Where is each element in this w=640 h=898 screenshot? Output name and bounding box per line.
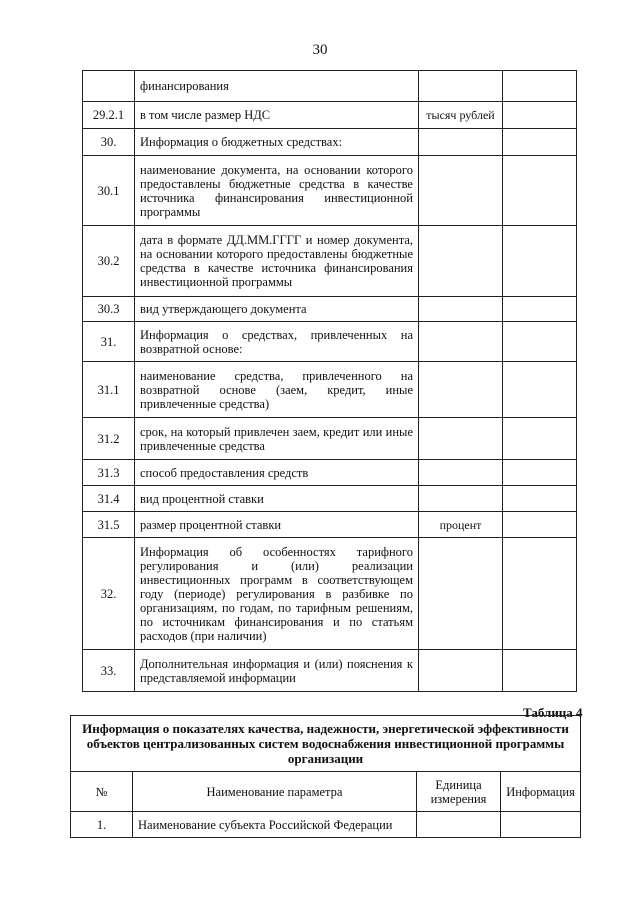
row-info xyxy=(501,812,581,838)
row-text: Информация о бюджетных средствах: xyxy=(135,129,419,156)
row-unit xyxy=(419,129,503,156)
row-text: финансирования xyxy=(135,71,419,102)
header-info: Информация xyxy=(501,772,581,812)
row-info xyxy=(503,418,577,460)
row-number: 30.3 xyxy=(83,297,135,322)
row-number: 31.3 xyxy=(83,460,135,486)
table-row xyxy=(83,512,577,538)
row-text: наименование средства, привлеченного на возвратной основе (заем, кредит, иные привлеченные средства) xyxy=(135,362,419,418)
row-unit xyxy=(419,650,503,692)
table-row xyxy=(83,460,577,486)
table-row xyxy=(83,102,577,129)
row-text: наименование документа, на основании которого предоставлены бюджетные средства в качестве источника финансирования инвестиционной программы xyxy=(135,156,419,226)
row-info xyxy=(503,322,577,362)
table-row xyxy=(83,156,577,226)
row-info xyxy=(503,297,577,322)
row-unit xyxy=(419,297,503,322)
row-number: 31.1 xyxy=(83,362,135,418)
row-info xyxy=(503,460,577,486)
row-text: дата в формате ДД.ММ.ГГГГ и номер документа, на основании которого предоставлены бюджетные средства в качестве источника финансирования инвестиционной программы xyxy=(135,226,419,297)
table-row xyxy=(83,362,577,418)
row-unit xyxy=(419,486,503,512)
row-number: 31.2 xyxy=(83,418,135,460)
row-number xyxy=(83,71,135,102)
page-number: 30 xyxy=(312,42,328,58)
row-info xyxy=(503,512,577,538)
row-text: способ предоставления средств xyxy=(135,460,419,486)
row-number: 1. xyxy=(71,812,133,838)
row-unit: тысяч рублей xyxy=(419,102,503,129)
header-num: № xyxy=(71,772,133,812)
row-info xyxy=(503,362,577,418)
row-unit: процент xyxy=(419,512,503,538)
table-row xyxy=(83,129,577,156)
row-number: 29.2.1 xyxy=(83,102,135,129)
table-caption: Таблица 4 xyxy=(523,705,583,720)
row-number: 30. xyxy=(83,129,135,156)
table-title: Информация о показателях качества, надежности, энергетической эффективности объектов централизованных систем водоснабжения инвестиционной программы организации xyxy=(71,716,581,772)
row-info xyxy=(503,486,577,512)
table-row xyxy=(83,486,577,512)
row-text: Информация о средствах, привлеченных на возвратной основе: xyxy=(135,322,419,362)
table-title-row xyxy=(71,716,581,772)
row-text: Дополнительная информация и (или) пояснения к представляемой информации xyxy=(135,650,419,692)
row-info xyxy=(503,71,577,102)
row-text: Информация об особенностях тарифного регулирования и (или) реализации инвестиционных программ в соответствующем году (периоде) регулирования в разбивке по организациям, по годам, по тарифным решениям, по источникам финансирования и по статьям расходов (при наличии) xyxy=(135,538,419,650)
row-text: размер процентной ставки xyxy=(135,512,419,538)
row-number: 30.1 xyxy=(83,156,135,226)
table-row xyxy=(83,71,577,102)
row-info xyxy=(503,650,577,692)
row-info xyxy=(503,538,577,650)
parameters-table-continued xyxy=(82,70,577,692)
row-text: в том числе размер НДС xyxy=(135,102,419,129)
row-info xyxy=(503,226,577,297)
row-text: вид утверждающего документа xyxy=(135,297,419,322)
table-row xyxy=(83,322,577,362)
row-number: 33. xyxy=(83,650,135,692)
row-unit xyxy=(419,460,503,486)
row-number: 31.5 xyxy=(83,512,135,538)
quality-indicators-table xyxy=(70,715,581,838)
row-number: 31.4 xyxy=(83,486,135,512)
table-header-row xyxy=(71,772,581,812)
row-info xyxy=(503,156,577,226)
table-row xyxy=(71,812,581,838)
row-unit xyxy=(419,362,503,418)
row-unit xyxy=(419,322,503,362)
row-text: срок, на который привлечен заем, кредит или иные привлеченные средства xyxy=(135,418,419,460)
header-unit: Единица измерения xyxy=(417,772,501,812)
row-unit xyxy=(419,156,503,226)
row-unit xyxy=(419,71,503,102)
row-number: 31. xyxy=(83,322,135,362)
row-unit xyxy=(419,538,503,650)
table-row xyxy=(83,538,577,650)
row-info xyxy=(503,102,577,129)
row-unit xyxy=(419,226,503,297)
row-number: 32. xyxy=(83,538,135,650)
table-row xyxy=(83,226,577,297)
header-name: Наименование параметра xyxy=(133,772,417,812)
row-text: вид процентной ставки xyxy=(135,486,419,512)
row-info xyxy=(503,129,577,156)
table-row xyxy=(83,418,577,460)
row-number: 30.2 xyxy=(83,226,135,297)
row-unit xyxy=(417,812,501,838)
row-text: Наименование субъекта Российской Федерации xyxy=(133,812,417,838)
row-unit xyxy=(419,418,503,460)
table-row xyxy=(83,297,577,322)
table-row xyxy=(83,650,577,692)
